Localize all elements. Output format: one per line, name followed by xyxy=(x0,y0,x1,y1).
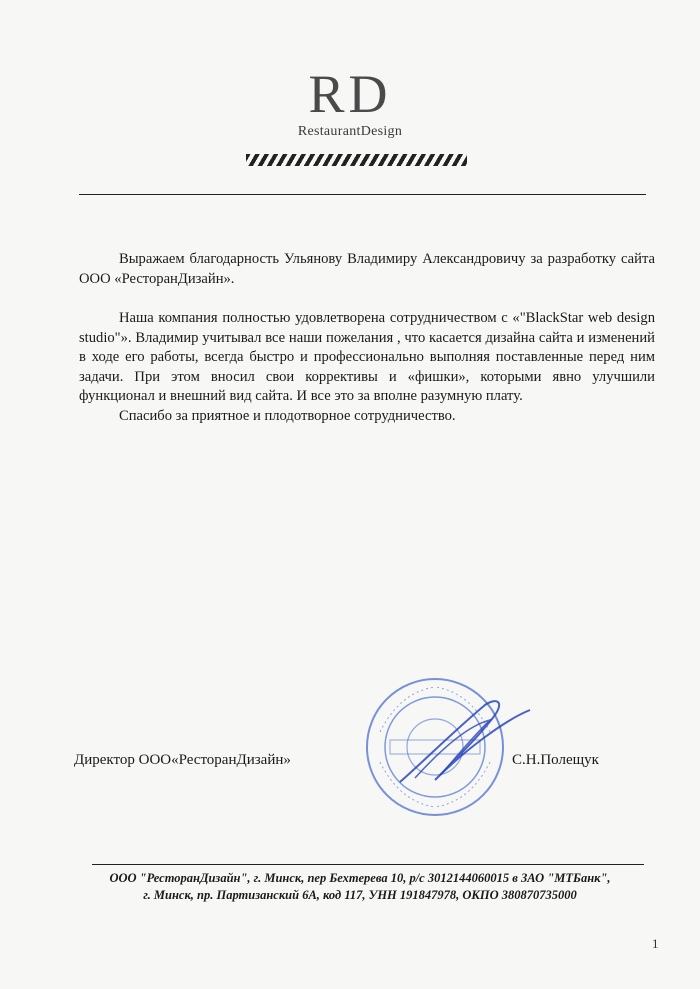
requisites-line-1: ООО "РесторанДизайн", г. Минск, пер Бехтерева 10, р/с 3012144060015 в ЗАО "МТБанк", xyxy=(109,871,611,885)
requisites-line-2: г. Минск, пр. Партизанский 6А, код 117, УНН 191847978, ОКПО 380870735000 xyxy=(143,888,577,902)
paragraph-thanks: Спасибо за приятное и плодотворное сотрудничество. xyxy=(119,407,456,424)
header-divider xyxy=(79,194,646,195)
letter-body xyxy=(79,250,655,426)
logo-name: RestaurantDesign xyxy=(297,124,403,139)
signatory-name: С.Н.Полещук xyxy=(512,752,599,768)
logo-stripe-decoration xyxy=(246,154,467,166)
logo-mark: RD xyxy=(308,64,392,124)
company-requisites xyxy=(60,870,660,904)
footer-divider xyxy=(92,864,644,865)
paragraph-gratitude: Выражаем благодарность Ульянову Владимиру Александровичу за разработку сайта ООО «РесторанДизайн». xyxy=(79,251,655,287)
paragraph-cooperation: Наша компания полностью удовлетворена сотрудничеством с «"BlackStar web design studio"». Владимир учитывал все наши пожелания , что касается дизайна сайта и изменений в ходе его работы, всегда быстро и профессионально выполняя поставленные перед ним задачи. При этом вносил свои коррективы и «фишки», которыми явно улучшили функционал и внешний вид сайта. И все это за вполне разумную плату. xyxy=(79,310,655,404)
signatory-title: Директор ООО«РесторанДизайн» xyxy=(74,752,291,768)
handwritten-signature xyxy=(395,690,535,790)
page-number: 1 xyxy=(652,936,659,951)
